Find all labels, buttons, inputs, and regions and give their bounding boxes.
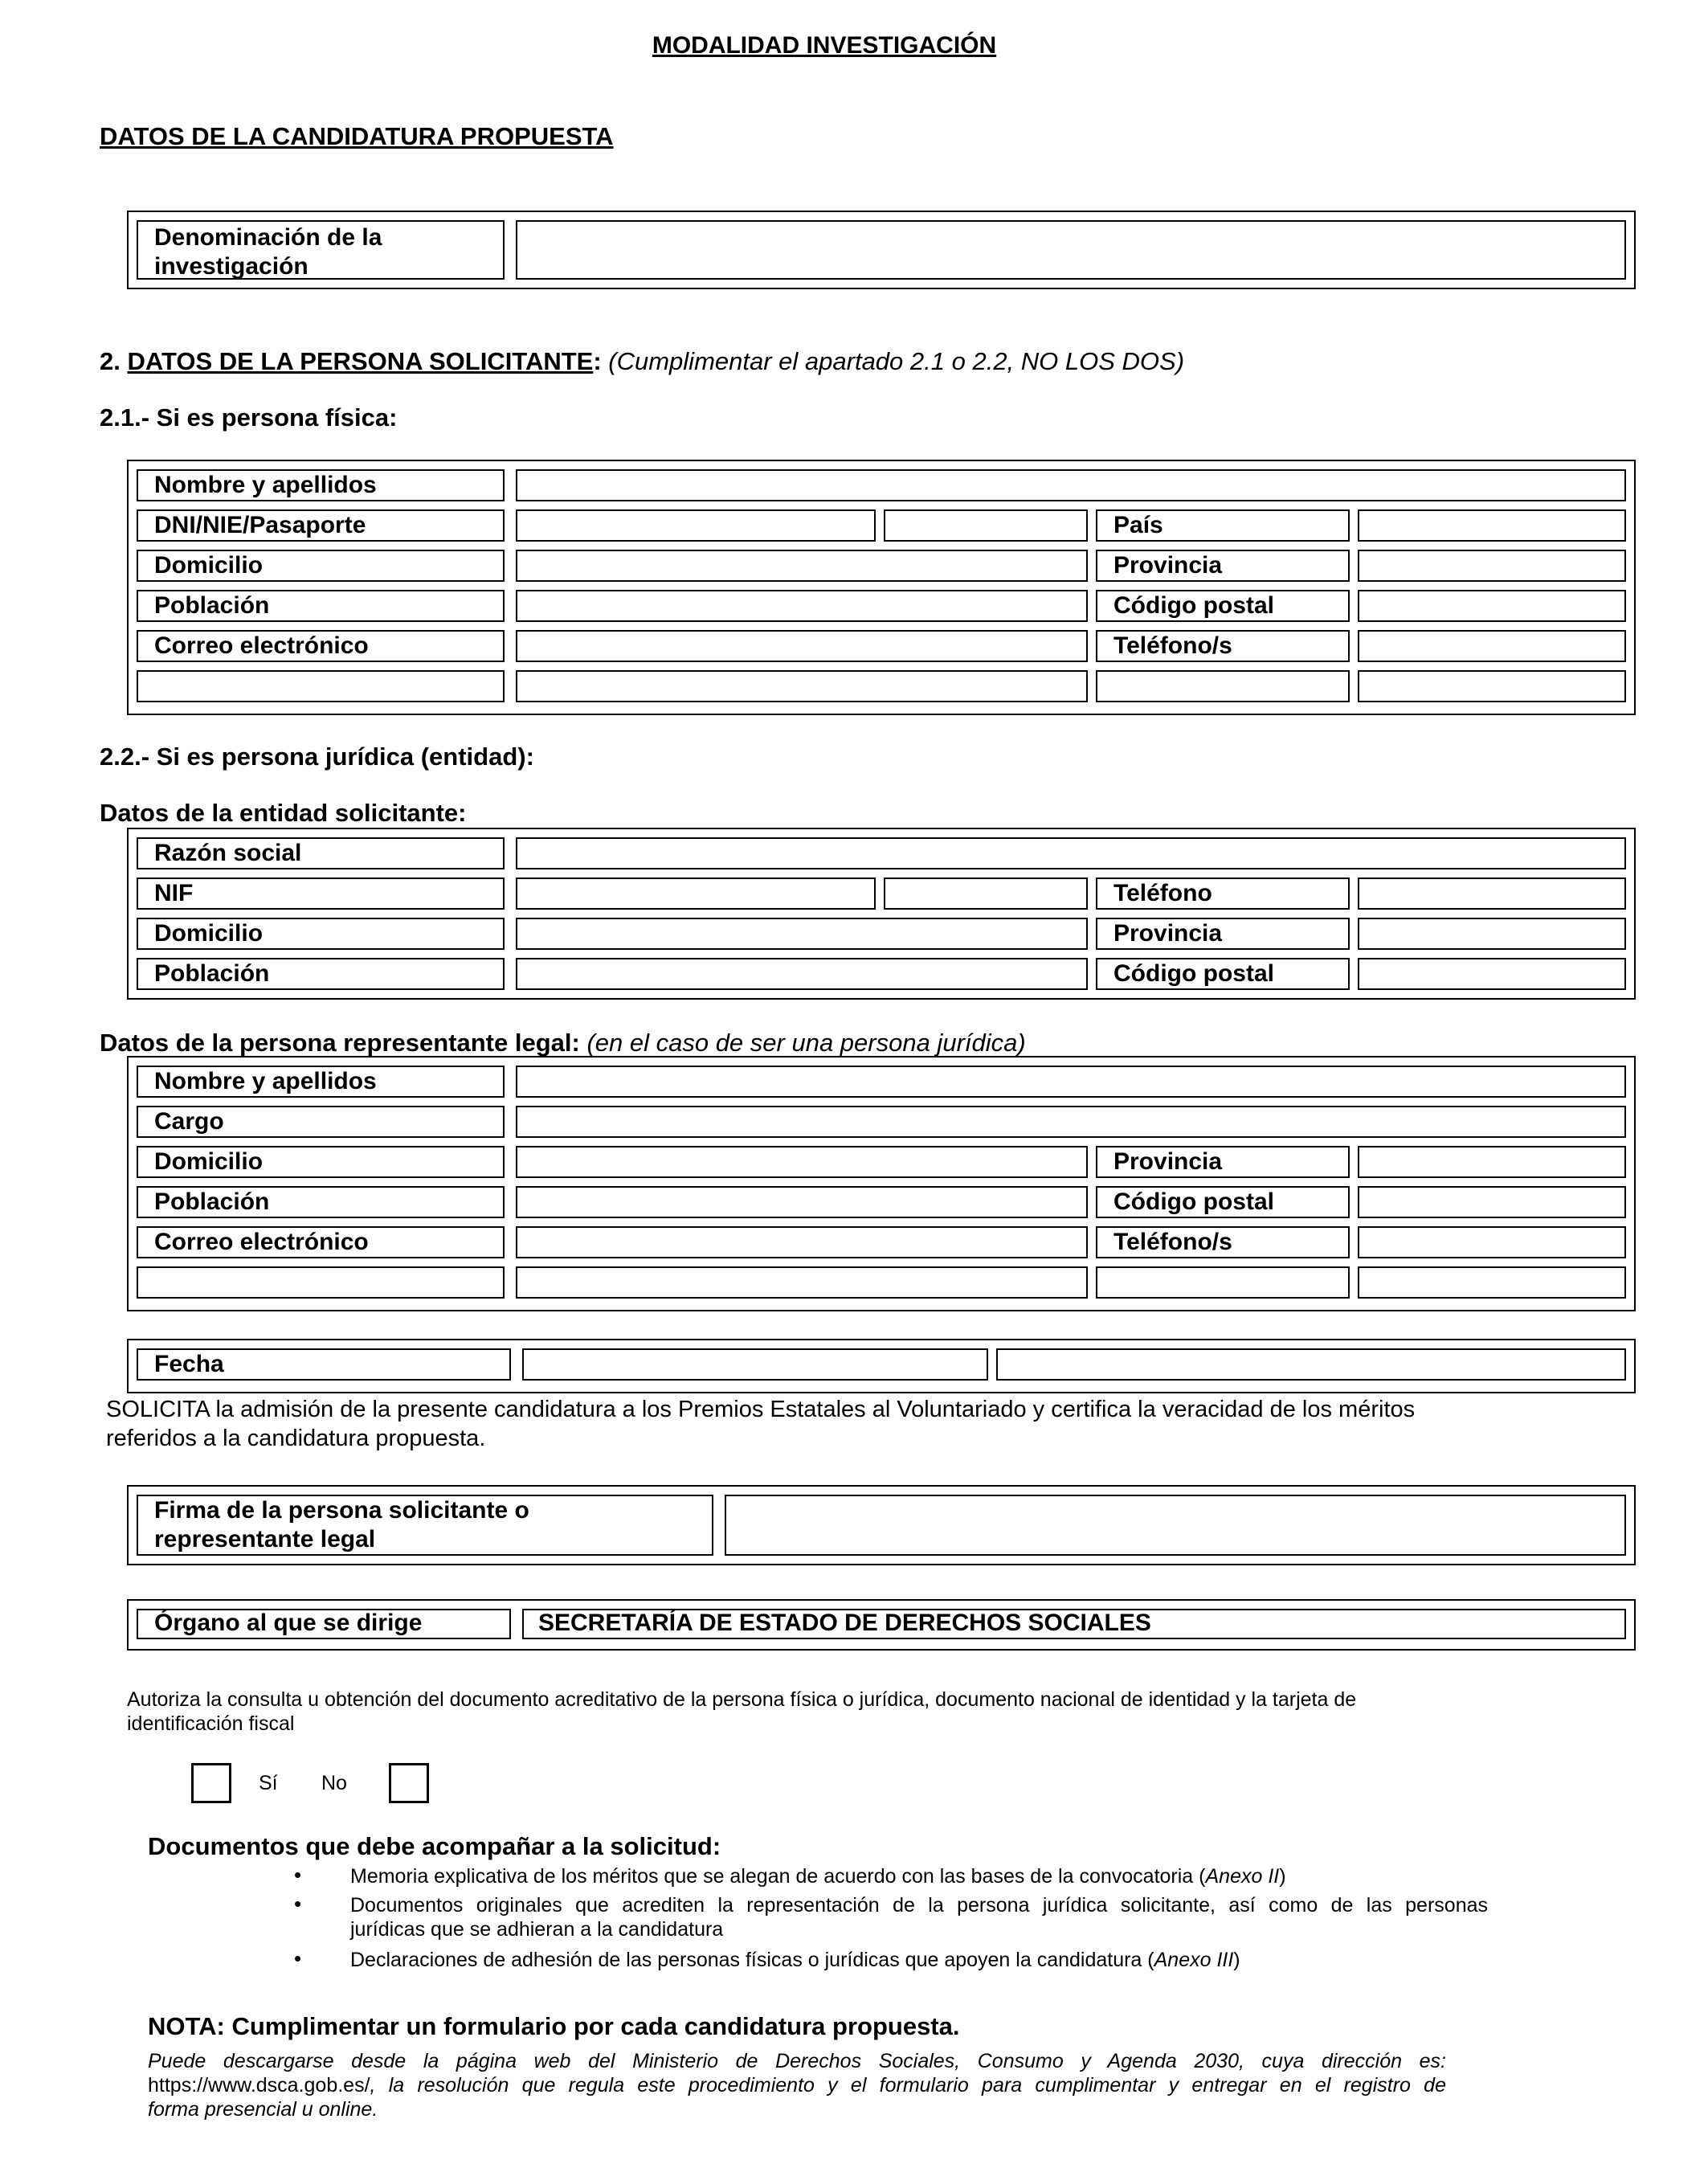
fisica-extra-label2-input[interactable]	[1096, 670, 1350, 702]
rep-extra-label2-input[interactable]	[1096, 1266, 1350, 1299]
fecha-input-1[interactable]	[522, 1348, 988, 1381]
rep-poblacion-input[interactable]	[516, 1186, 1088, 1218]
documentos-item-3-ref: Anexo III	[1154, 1949, 1234, 1971]
fisica-nombre-label: Nombre y apellidos	[154, 472, 377, 498]
candidatura-frame	[127, 211, 1636, 289]
fisica-extra-input2[interactable]	[1358, 670, 1626, 702]
no-label: No	[321, 1772, 347, 1794]
fisica-cp-label: Código postal	[1113, 592, 1274, 619]
nota-url[interactable]: https://www.dsca.gob.es/	[148, 2074, 370, 2097]
page-title: MODALIDAD INVESTIGACIÓN	[652, 32, 997, 59]
fisica-provincia-input[interactable]	[1358, 550, 1626, 582]
entidad-poblacion-label: Población	[154, 960, 270, 987]
fisica-dni-extra-input[interactable]	[884, 509, 1088, 542]
autoriza-line1: Autoriza la consulta u obtención del documento acreditativo de la persona física o jurídica, documento nacional de identidad y la tarjeta de	[127, 1688, 1357, 1711]
rep-extra-input2[interactable]	[1358, 1266, 1626, 1299]
fisica-heading: 2.1.- Si es persona física:	[100, 403, 398, 432]
entidad-provincia-input[interactable]	[1358, 918, 1626, 950]
rep-correo-label: Correo electrónico	[154, 1229, 369, 1255]
rep-domicilio-label: Domicilio	[154, 1148, 264, 1175]
documentos-item-3-close: )	[1233, 1949, 1240, 1971]
section-solicitante-heading	[100, 347, 1184, 376]
documentos-item-2-line1: Documentos originales que acrediten la representación de la persona jurídica solicitante, así como de las personas	[350, 1894, 1488, 1917]
fisica-correo-label: Correo electrónico	[154, 632, 369, 659]
documentos-item-3-text: Declaraciones de adhesión de las personas físicas o jurídicas que apoyen la candidatura (	[350, 1949, 1154, 1971]
no-checkbox[interactable]	[389, 1763, 429, 1803]
denominacion-label-line2: investigación	[154, 253, 309, 280]
fisica-nombre-input[interactable]	[516, 469, 1626, 501]
fisica-cp-input[interactable]	[1358, 590, 1626, 622]
fecha-frame	[127, 1339, 1636, 1393]
section-number: 2.	[100, 347, 121, 375]
entidad-frame	[127, 828, 1636, 1000]
rep-telefono-label: Teléfono/s	[1113, 1229, 1232, 1255]
denominacion-label-line1: Denominación de la	[154, 224, 382, 251]
bullet-2: •	[294, 1892, 302, 1916]
fisica-telefono-input[interactable]	[1358, 630, 1626, 662]
nota-line2-rest: , la resolución que regula este procedimiento y el formulario para cumplimentar y entregar en el registro de	[370, 2074, 1446, 2097]
organo-value: SECRETARÍA DE ESTADO DE DERECHOS SOCIALES	[538, 1610, 1151, 1636]
section-note: (Cumplimentar el apartado 2.1 o 2.2, NO LOS DOS)	[608, 347, 1185, 375]
entidad-heading: Datos de la entidad solicitante:	[100, 799, 467, 827]
rep-cargo-label: Cargo	[154, 1108, 224, 1135]
fisica-frame	[127, 460, 1636, 715]
autoriza-line2: identificación fiscal	[127, 1712, 295, 1735]
fisica-provincia-label: Provincia	[1113, 552, 1223, 579]
rep-extra-label-input[interactable]	[137, 1266, 505, 1299]
section-title: DATOS DE LA PERSONA SOLICITANTE	[127, 347, 594, 375]
fisica-pais-input[interactable]	[1358, 509, 1626, 542]
rep-provincia-input[interactable]	[1358, 1146, 1626, 1178]
fisica-pais-label: País	[1113, 512, 1163, 538]
rep-cp-label: Código postal	[1113, 1188, 1274, 1215]
documentos-item-1-ref: Anexo II	[1205, 1865, 1280, 1888]
nota-line1: Puede descargarse desde la página web del Ministerio de Derechos Sociales, Consumo y Agenda 2030, cuya dirección es:	[148, 2050, 1446, 2072]
razon-social-label: Razón social	[154, 840, 302, 866]
bullet-1: •	[294, 1863, 302, 1887]
rep-correo-input[interactable]	[516, 1226, 1088, 1258]
entidad-provincia-label: Provincia	[1113, 920, 1223, 947]
fisica-poblacion-input[interactable]	[516, 590, 1088, 622]
rep-extra-input[interactable]	[516, 1266, 1088, 1299]
firma-label-line1: Firma de la persona solicitante o	[154, 1497, 529, 1524]
entidad-telefono-input[interactable]	[1358, 878, 1626, 910]
si-checkbox[interactable]	[191, 1763, 231, 1803]
nota-line3: forma presencial u online.	[148, 2098, 378, 2121]
rep-cargo-input[interactable]	[516, 1106, 1626, 1138]
fisica-dni-input[interactable]	[516, 509, 876, 542]
juridica-heading: 2.2.- Si es persona jurídica (entidad):	[100, 742, 534, 771]
si-label: Sí	[259, 1772, 278, 1794]
fisica-domicilio-input[interactable]	[516, 550, 1088, 582]
nif-label: NIF	[154, 880, 194, 906]
fisica-extra-label-input[interactable]	[137, 670, 505, 702]
bullet-3: •	[294, 1946, 302, 1970]
documentos-item-1-text: Memoria explicativa de los méritos que se alegan de acuerdo con las bases de la convocatoria (	[350, 1865, 1206, 1888]
rep-provincia-label: Provincia	[1113, 1148, 1223, 1175]
fecha-input-2[interactable]	[996, 1348, 1626, 1381]
razon-social-input[interactable]	[516, 837, 1626, 869]
entidad-poblacion-input[interactable]	[516, 958, 1088, 990]
documentos-item-1	[350, 1864, 1286, 1888]
entidad-telefono-label: Teléfono	[1113, 880, 1212, 906]
representante-frame	[127, 1056, 1636, 1311]
fecha-label: Fecha	[154, 1351, 224, 1377]
firma-input[interactable]	[725, 1495, 1626, 1556]
section-colon: :	[593, 347, 602, 375]
entidad-cp-label: Código postal	[1113, 960, 1274, 987]
fisica-telefono-label: Teléfono/s	[1113, 632, 1232, 659]
representante-note: (en el caso de ser una persona jurídica)	[586, 1029, 1026, 1057]
rep-poblacion-label: Población	[154, 1188, 270, 1215]
rep-nombre-input[interactable]	[516, 1066, 1626, 1098]
representante-heading	[100, 1029, 1026, 1058]
fisica-poblacion-label: Población	[154, 592, 270, 619]
solicita-line2: referidos a la candidatura propuesta.	[106, 1426, 486, 1451]
rep-cp-input[interactable]	[1358, 1186, 1626, 1218]
representante-heading-text: Datos de la persona representante legal:	[100, 1029, 580, 1057]
fisica-extra-input[interactable]	[516, 670, 1088, 702]
firma-label-line2: representante legal	[154, 1526, 376, 1552]
entidad-cp-input[interactable]	[1358, 958, 1626, 990]
fisica-dni-label: DNI/NIE/Pasaporte	[154, 512, 366, 538]
organo-label: Órgano al que se dirige	[154, 1610, 423, 1636]
organo-frame	[127, 1599, 1636, 1651]
nif-input[interactable]	[516, 878, 876, 910]
rep-nombre-label: Nombre y apellidos	[154, 1068, 377, 1094]
fisica-domicilio-label: Domicilio	[154, 552, 264, 579]
nota-line2	[148, 2073, 1446, 2097]
documentos-item-1-close: )	[1279, 1865, 1286, 1888]
documentos-heading: Documentos que debe acompañar a la solicitud:	[148, 1832, 721, 1860]
entidad-domicilio-label: Domicilio	[154, 920, 264, 947]
rep-domicilio-input[interactable]	[516, 1146, 1088, 1178]
fisica-correo-input[interactable]	[516, 630, 1088, 662]
nota-heading: NOTA: Cumplimentar un formulario por cada candidatura propuesta.	[148, 2012, 960, 2040]
denominacion-input[interactable]	[516, 220, 1626, 280]
firma-frame	[127, 1485, 1636, 1565]
rep-telefono-input[interactable]	[1358, 1226, 1626, 1258]
solicita-line1: SOLICITA la admisión de la presente candidatura a los Premios Estatales al Voluntariado y certifica la veracidad de los méritos	[106, 1397, 1416, 1422]
section-candidatura-heading: DATOS DE LA CANDIDATURA PROPUESTA	[100, 122, 614, 150]
entidad-domicilio-input[interactable]	[516, 918, 1088, 950]
documentos-item-3	[350, 1948, 1240, 1972]
nif-extra-input[interactable]	[884, 878, 1088, 910]
documentos-item-2-line2: jurídicas que se adhieran a la candidatura	[350, 1918, 724, 1941]
